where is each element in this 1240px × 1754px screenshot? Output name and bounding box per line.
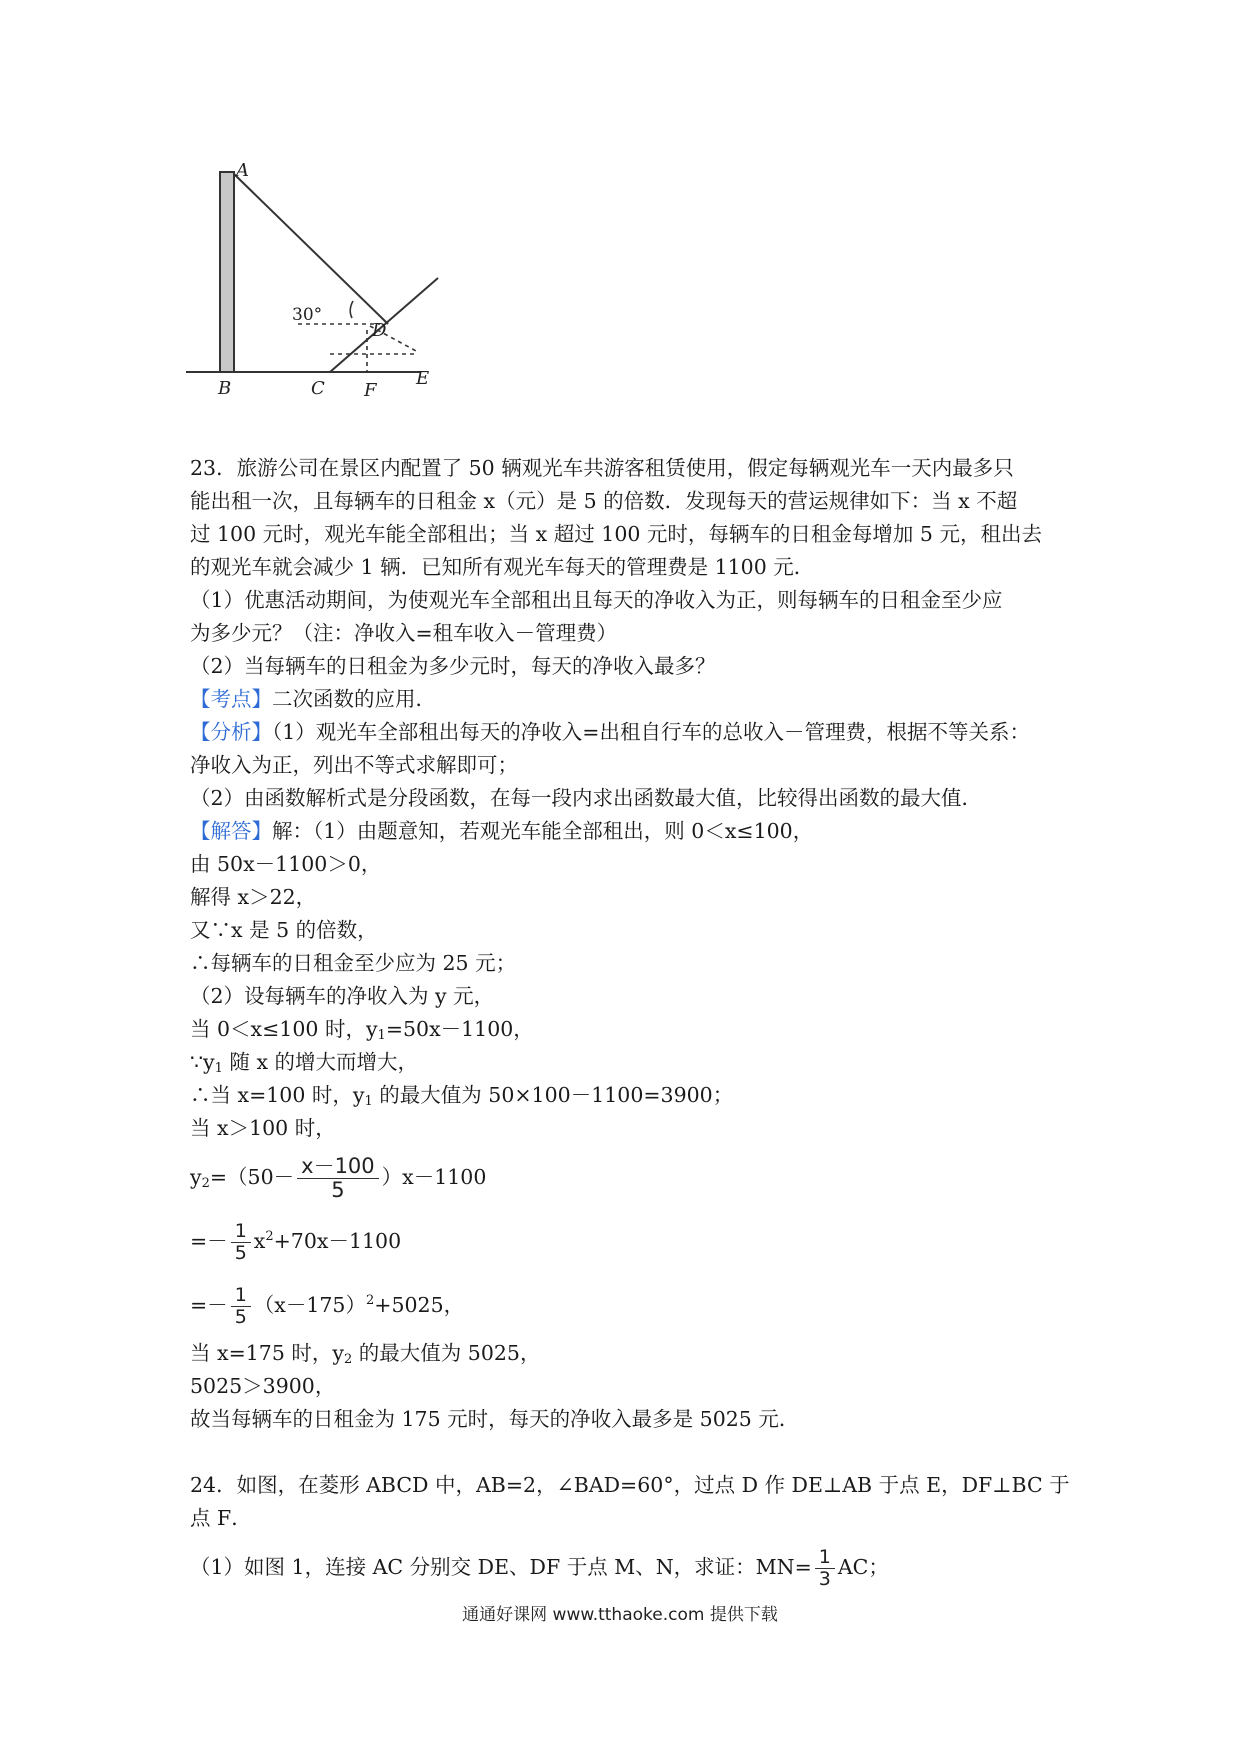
text: 的最大值为 5025， — [352, 1341, 541, 1365]
q23-stem-line: 的观光车就会减少 1 辆．已知所有观光车每天的管理费是 1100 元． — [190, 555, 815, 579]
fenxi-text: （1）观光车全部租出每天的净收入=出租自行车的总收入－管理费，根据不等关系： — [272, 720, 1030, 744]
q23-stem-line: 过 100 元时，观光车能全部租出；当 x 超过 100 元时，每辆车的日租金每增加 5 元，租出去 — [190, 522, 1042, 546]
q23-part1-line: 为多少元？（注：净收入=租车收入－管理费） — [190, 621, 618, 645]
label-a: A — [236, 160, 249, 181]
label-b: B — [218, 378, 232, 399]
line-ad — [234, 174, 388, 324]
solution-step: ∴每辆车的日租金至少应为 25 元； — [190, 951, 517, 975]
fraction — [231, 1221, 251, 1264]
q24-part1 — [190, 1535, 1070, 1599]
text: =50x－1100， — [385, 1017, 534, 1041]
denominator: 5 — [234, 1306, 247, 1328]
solution-conclusion: 故当每辆车的日租金为 175 元时，每天的净收入最多是 5025 元． — [190, 1407, 800, 1431]
q23-stem-line: 能出租一次，且每辆车的日租金 x（元）是 5 的倍数．发现每天的营运规律如下：当 x 不超 — [190, 489, 1018, 513]
solution-step — [190, 1337, 1070, 1370]
equation-line — [190, 1209, 1070, 1273]
numerator: 1 — [231, 1221, 251, 1243]
text: +5025， — [374, 1293, 465, 1317]
fenxi-line — [190, 716, 1070, 749]
q24-stem-line: 24．如图，在菱形 ABCD 中，AB=2，∠BAD=60°，过点 D 作 DE⊥AB 于点 E，DF⊥BC 于 — [190, 1473, 1070, 1497]
text: ）x－1100 — [381, 1165, 487, 1189]
text: +70x－1100 — [273, 1229, 402, 1253]
numerator: x－100 — [297, 1155, 379, 1179]
text: （1）如图 1，连接 AC 分别交 DE、DF 于点 M、N，求证：MN= — [190, 1555, 812, 1579]
subscript: 2 — [201, 1176, 210, 1191]
equation-line — [190, 1273, 1070, 1337]
superscript: 2 — [365, 1293, 375, 1308]
q24-stem-line: 点 F． — [190, 1506, 252, 1530]
text: y — [190, 1165, 202, 1189]
label-e: E — [416, 368, 430, 389]
subscript: 2 — [343, 1352, 353, 1367]
text: （x－175） — [253, 1293, 366, 1317]
page-footer: 通通好课网 www.tthaoke.com 提供下载 — [462, 1605, 778, 1625]
fraction — [815, 1547, 835, 1590]
solution-step: 由 50x－1100＞0， — [190, 852, 382, 876]
label-c: C — [311, 378, 325, 399]
text: 随 x 的增大而增大， — [222, 1050, 419, 1074]
fenxi-line: 净收入为正，列出不等式求解即可； — [190, 753, 518, 777]
geometry-figure — [180, 160, 470, 400]
solution-step — [190, 1046, 1070, 1079]
q23-part1-line: （1）优惠活动期间，为使观光车全部租出且每天的净收入为正，则每辆车的日租金至少应 — [190, 588, 1003, 612]
q23-stem-line: 23．旅游公司在景区内配置了 50 辆观光车共游客租赁使用，假定每辆观光车一天内最多只 — [190, 456, 1014, 480]
solution-step: 5025＞3900， — [190, 1374, 336, 1398]
kaodian-line — [190, 683, 1070, 716]
label-d: D — [372, 320, 387, 341]
solution-step — [190, 1079, 1070, 1112]
text: =（50－ — [209, 1165, 295, 1189]
subscript: 1 — [364, 1094, 373, 1109]
text: x — [253, 1229, 266, 1253]
jieda-line — [190, 815, 1070, 848]
fenxi-tag: 【分析】 — [190, 720, 272, 744]
denominator: 5 — [331, 1178, 345, 1202]
fraction — [297, 1155, 379, 1202]
numerator: 1 — [815, 1547, 835, 1569]
text: 的最大值为 50×100－1100=3900； — [372, 1083, 734, 1107]
kaodian-tag: 【考点】 — [190, 687, 272, 711]
text: =－ — [190, 1293, 228, 1317]
text: ∴当 x=100 时，y — [190, 1083, 365, 1107]
solution-step: 当 x＞100 时， — [190, 1116, 336, 1140]
text: AC； — [837, 1555, 889, 1579]
fenxi-line: （2）由函数解析式是分段函数，在每一段内求出函数最大值，比较得出函数的最大值． — [190, 786, 983, 810]
kaodian-text: 二次函数的应用． — [272, 687, 436, 711]
fraction — [231, 1285, 251, 1328]
jieda-tag: 【解答】 — [190, 819, 272, 843]
spacer — [190, 1436, 1070, 1469]
solution-step: （2）设每辆车的净收入为 y 元， — [190, 984, 495, 1008]
text: 当 0＜x≤100 时，y — [190, 1017, 378, 1041]
solution-step — [190, 1013, 1070, 1046]
text: 当 x=175 时，y — [190, 1341, 344, 1365]
angle-arc — [350, 301, 353, 318]
angle-label: 30° — [292, 305, 323, 325]
q23-part2: （2）当每辆车的日租金为多少元时，每天的净收入最多？ — [190, 654, 716, 678]
label-f: F — [364, 380, 377, 400]
subscript: 1 — [214, 1061, 223, 1076]
question-content — [190, 452, 1070, 1599]
text: ∵y — [190, 1050, 215, 1074]
superscript: 2 — [265, 1229, 274, 1244]
denominator: 5 — [234, 1242, 247, 1264]
solution-step: 又∵x 是 5 的倍数， — [190, 918, 378, 942]
denominator: 3 — [818, 1568, 831, 1590]
solution-step: 解得 x＞22， — [190, 885, 317, 909]
equation-line — [190, 1145, 1070, 1209]
text: =－ — [190, 1229, 228, 1253]
jieda-text: 解：（1）由题意知，若观光车能全部租出，则 0＜x≤100， — [272, 819, 814, 843]
subscript: 1 — [377, 1028, 386, 1043]
pole-ab — [220, 172, 234, 372]
numerator: 1 — [231, 1285, 251, 1307]
